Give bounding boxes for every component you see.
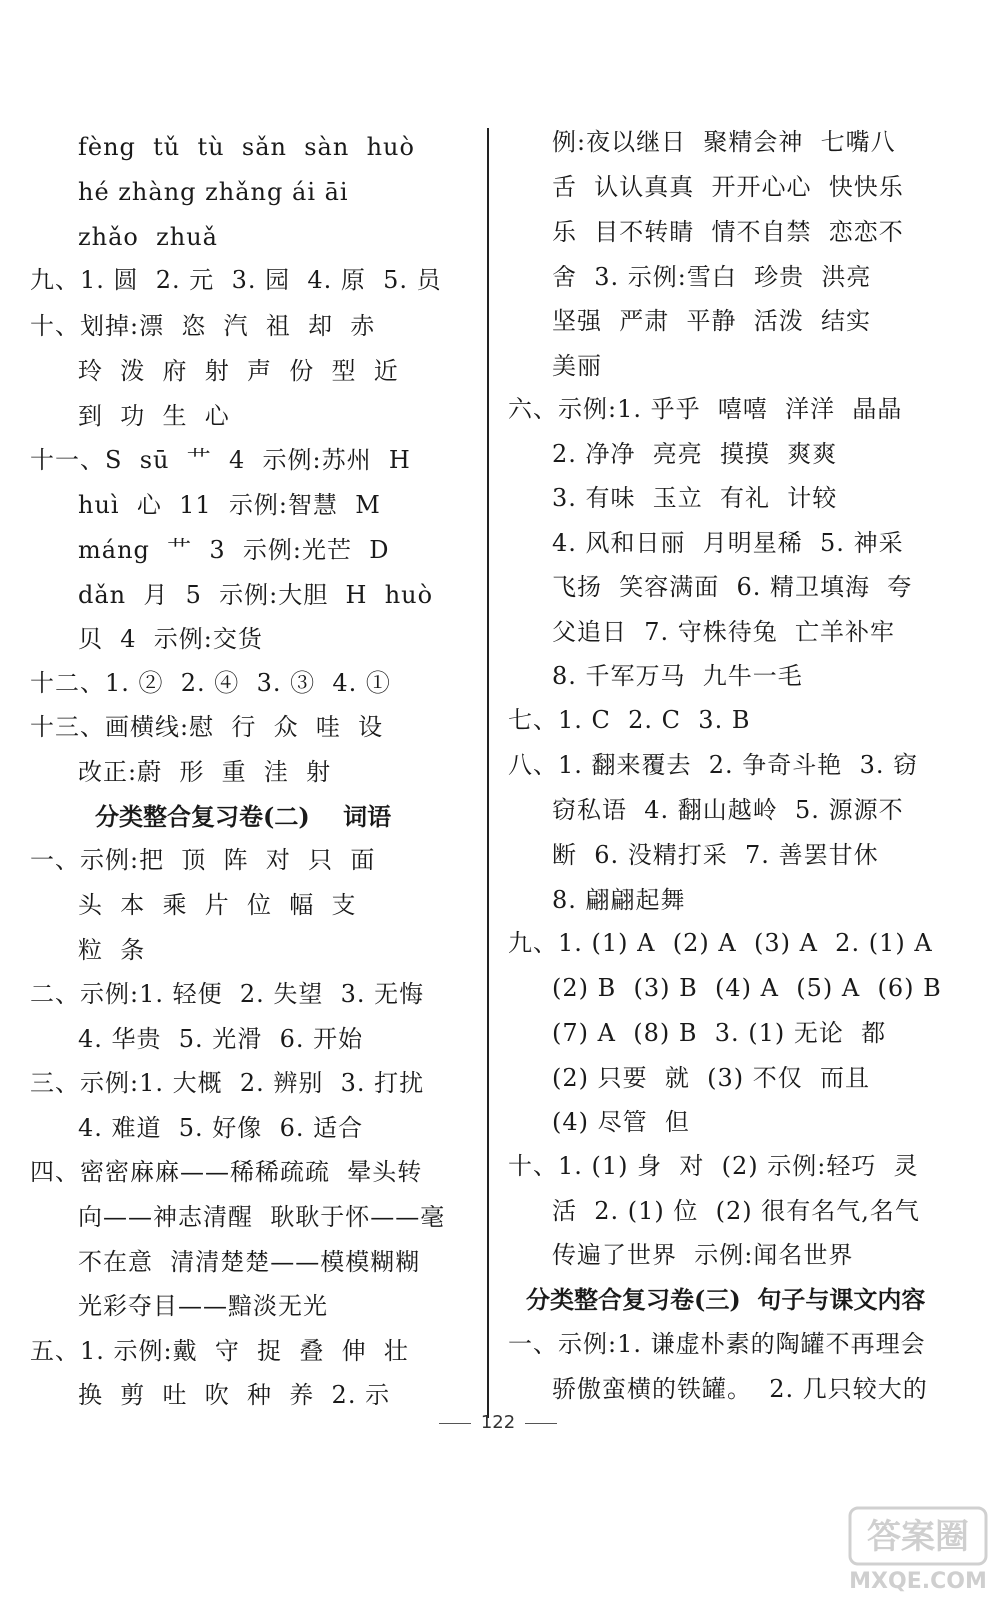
answer-line: 二、示例:1. 轻便 2. 失望 3. 无悔	[30, 980, 425, 1008]
answer-line: 玲 泼 府 射 声 份 型 近	[78, 357, 399, 385]
answer-line: 4. 难道 5. 好像 6. 适合	[78, 1114, 364, 1142]
answer-line: 乐 目不转睛 情不自禁 恋恋不	[552, 218, 904, 246]
answer-line: 舍 3. 示例:雪白 珍贵 洪亮	[552, 263, 872, 291]
answer-line: zhǎo zhuǎ	[78, 223, 218, 251]
answer-line: 九、1. (1) A (2) A (3) A 2. (1) A	[508, 929, 933, 957]
answer-line: 五、1. 示例:戴 守 捉 叠 伸 壮	[30, 1337, 409, 1365]
answer-line: 飞扬 笑容满面 6. 精卫填海 夸	[552, 573, 913, 601]
answer-line: 8. 翩翩起舞	[552, 886, 686, 914]
answer-line: 窃私语 4. 翻山越岭 5. 源源不	[552, 796, 904, 824]
answer-line: 向——神志清醒 耿耿于怀——毫	[78, 1203, 446, 1231]
page-number	[0, 1412, 996, 1433]
answer-line: 2. 净净 亮亮 摸摸 爽爽	[552, 440, 838, 468]
answer-line: 4. 风和日丽 月明星稀 5. 神采	[552, 529, 904, 557]
answer-line: (2) 只要 就 (3) 不仅 而且	[552, 1064, 871, 1092]
answer-line: 四、密密麻麻——稀稀疏疏 晕头转	[30, 1158, 423, 1186]
answer-line: 4. 华贵 5. 光滑 6. 开始	[78, 1025, 364, 1053]
section-heading: 分类整合复习卷(二) 词语	[95, 802, 392, 831]
watermark-logo	[848, 1504, 988, 1594]
answer-line: 骄傲蛮横的铁罐。 2. 几只较大的	[552, 1375, 928, 1403]
answer-line: 十、1. (1) 身 对 (2) 示例:轻巧 灵	[508, 1152, 919, 1180]
answer-line: 传遍了世界 示例:闻名世界	[552, 1241, 854, 1269]
answer-line: 美丽	[552, 352, 602, 380]
answer-line: 头 本 乘 片 位 幅 支	[78, 891, 357, 919]
answer-line: 到 功 生 心	[78, 402, 230, 430]
answer-line: (2) B (3) B (4) A (5) A (6) B	[552, 974, 942, 1002]
answer-line: máng 艹 3 示例:光芒 D	[78, 536, 390, 564]
watermark-url: MXQE.COM	[849, 1569, 987, 1594]
answer-line: huì 心 11 示例:智慧 M	[78, 491, 381, 519]
answer-line: 父追日 7. 守株待兔 亡羊补牢	[552, 618, 896, 646]
answer-line: 八、1. 翻来覆去 2. 争奇斗艳 3. 窃	[508, 751, 919, 779]
watermark-text: 答案圈	[867, 1517, 969, 1557]
answer-line: 九、1. 圆 2. 元 3. 园 4. 原 5. 员	[30, 266, 442, 294]
answer-line: 坚强 严肃 平静 活泼 结实	[552, 307, 872, 335]
section-heading: 分类整合复习卷(三) 句子与课文内容	[526, 1285, 926, 1314]
answer-line: 粒 条	[78, 936, 146, 964]
answer-line: fèng tǔ tù sǎn sàn huò	[78, 133, 415, 161]
answer-line: 改正:蔚 形 重 洼 射	[78, 758, 332, 786]
answer-line: 一、示例:1. 谦虚朴素的陶罐不再理会	[508, 1330, 926, 1358]
answer-line: (4) 尽管 但	[552, 1108, 690, 1136]
answer-line: 断 6. 没精打采 7. 善罢甘休	[552, 841, 879, 869]
answer-line: 活 2. (1) 位 (2) 很有名气,名气	[552, 1197, 920, 1225]
answer-line: 光彩夺目——黯淡无光	[78, 1292, 328, 1320]
answer-line: 六、示例:1. 乎乎 嘻嘻 洋洋 晶晶	[508, 395, 903, 423]
answer-line: 舌 认认真真 开开心心 快快乐	[552, 173, 904, 201]
answer-line: 不在意 清清楚楚——模模糊糊	[78, 1248, 421, 1276]
answer-line: hé zhàng zhǎng ái āi	[78, 178, 349, 206]
answer-line: 三、示例:1. 大概 2. 辨别 3. 打扰	[30, 1069, 425, 1097]
answer-line: 十二、1. ② 2. ④ 3. ③ 4. ①	[30, 669, 391, 697]
answer-line: 一、示例:把 顶 阵 对 只 面	[30, 846, 376, 874]
answer-line: 换 剪 吐 吹 种 养 2. 示	[78, 1381, 391, 1409]
answer-line: 8. 千军万马 九牛一毛	[552, 662, 803, 690]
answer-line: 七、1. C 2. C 3. B	[508, 706, 751, 734]
answer-line: 十一、S sū 艹 4 示例:苏州 H	[30, 446, 411, 474]
answer-line: 贝 4 示例:交货	[78, 625, 263, 653]
page-number-text: 122	[480, 1412, 516, 1433]
answer-line: 例:夜以继日 聚精会神 七嘴八	[552, 128, 896, 156]
answer-line: dǎn 月 5 示例:大胆 H huò	[78, 581, 434, 609]
answer-line: 十、划掉:漂 恣 汽 祖 却 赤	[30, 312, 376, 340]
answer-line: 十三、画横线:慰 行 众 哇 设	[30, 713, 384, 741]
answer-line: (7) A (8) B 3. (1) 无论 都	[552, 1019, 887, 1047]
column-divider	[487, 128, 489, 1418]
answer-line: 3. 有味 玉立 有礼 计较	[552, 484, 838, 512]
